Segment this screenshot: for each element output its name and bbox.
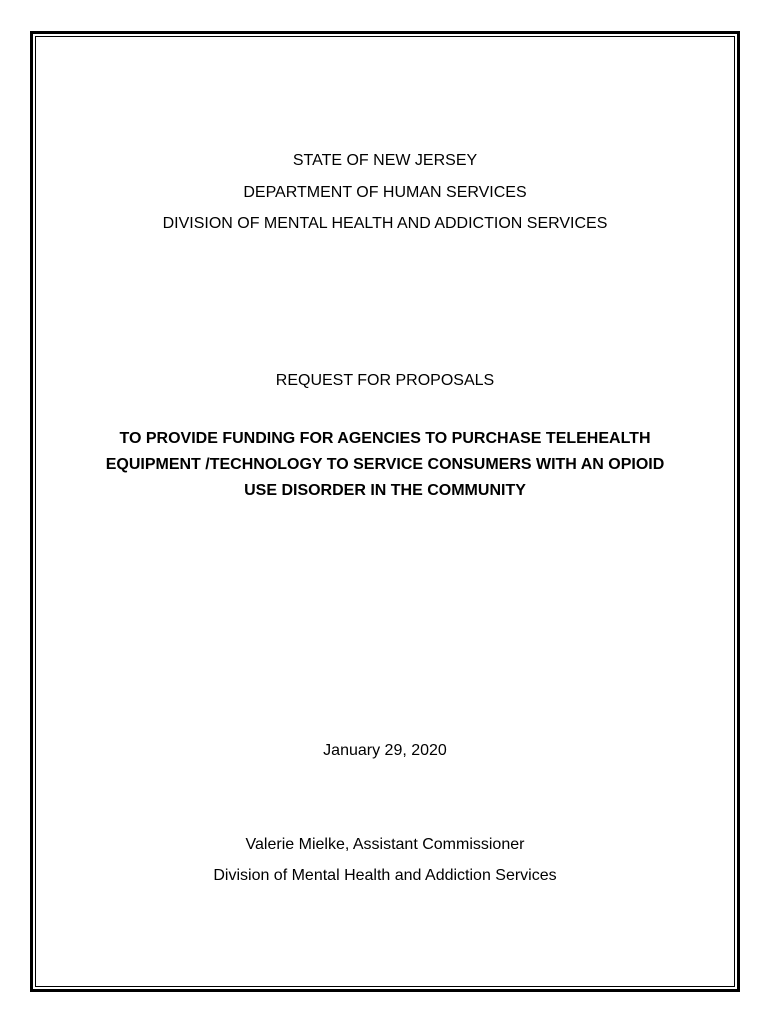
signatory-division: Division of Mental Health and Addiction Services: [213, 867, 557, 884]
rfp-label: REQUEST FOR PROPOSALS: [275, 372, 495, 389]
rfp-title-line-1: TO PROVIDE FUNDING FOR AGENCIES TO PURCHASE TELEHEALTH: [119, 430, 651, 447]
rfp-title-line-2: EQUIPMENT /TECHNOLOGY TO SERVICE CONSUMERS WITH AN OPIOID: [105, 456, 665, 473]
header-division: DIVISION OF MENTAL HEALTH AND ADDICTION SERVICES: [162, 215, 608, 232]
rfp-title-line-3: USE DISORDER IN THE COMMUNITY: [244, 482, 526, 499]
header-state: STATE OF NEW JERSEY: [292, 152, 478, 169]
signatory-name-title: Valerie Mielke, Assistant Commissioner: [245, 836, 525, 853]
header-department: DEPARTMENT OF HUMAN SERVICES: [243, 184, 527, 201]
document-date: January 29, 2020: [323, 742, 447, 759]
